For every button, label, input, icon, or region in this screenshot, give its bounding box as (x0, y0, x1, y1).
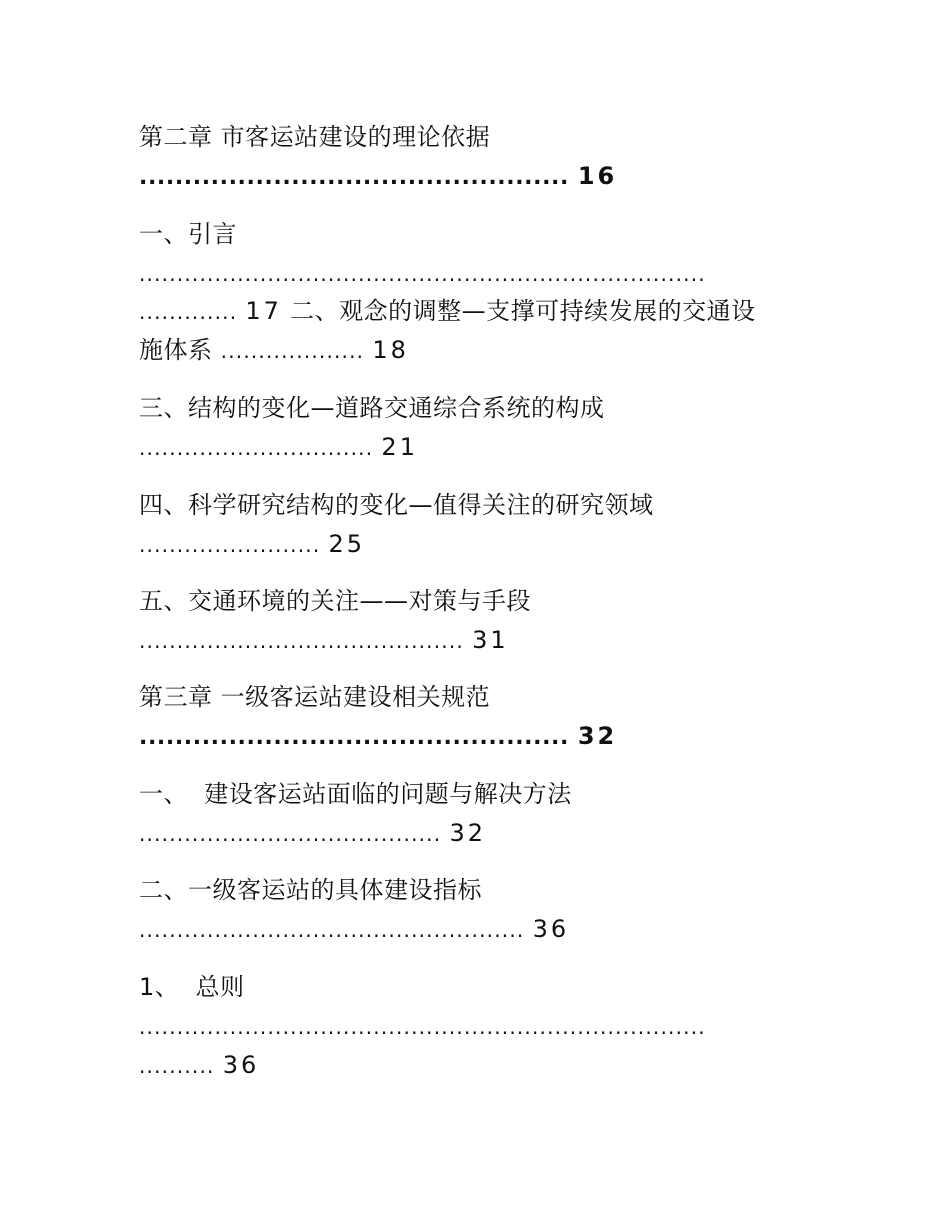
toc-section-3-title (139, 393, 809, 423)
toc-subsection-2-title (139, 875, 809, 905)
leader-dots: ........................................................................... (139, 262, 706, 286)
toc-entry-text: 一、引言 (139, 220, 237, 248)
toc-subsection-1-leader (139, 818, 809, 849)
toc-item-1-leader-tail (139, 1050, 809, 1081)
toc-section-2-leader (139, 335, 809, 366)
leader-dots: .......... (139, 1054, 215, 1078)
leader-dots: ............................... (139, 436, 374, 460)
page-number: 17 (245, 297, 282, 325)
leader-dots: ........................................ (139, 822, 442, 846)
toc-entry-text: 四、科学研究结构的变化—值得关注的研究领域 (139, 491, 654, 519)
page-number: 21 (381, 433, 418, 461)
toc-entry-text: 施体系 (139, 336, 213, 364)
toc-section-4-leader (139, 529, 809, 560)
toc-section-3-leader (139, 432, 809, 463)
leader-dots: ................................................ (139, 165, 569, 190)
toc-subsection-2-leader (139, 914, 809, 945)
toc-chapter-2-title (139, 122, 809, 152)
toc-section-4-title (139, 490, 809, 520)
page-number: 32 (577, 722, 618, 750)
toc-entry-text: 第三章 一级客运站建设相关规范 (139, 683, 491, 711)
leader-dots: ................................................... (139, 918, 525, 942)
toc-entry-text: 1、 总则 (139, 973, 245, 1001)
toc-section-1-leader (139, 258, 809, 289)
toc-chapter-3-title (139, 682, 809, 712)
page-number: 18 (372, 336, 409, 364)
toc-section-5-title (139, 586, 809, 616)
toc-item-1-title (139, 972, 809, 1002)
page-number: 32 (449, 819, 486, 847)
toc-entry-text: 二、一级客运站的具体建设指标 (139, 876, 482, 904)
leader-dots: ................................................ (139, 725, 569, 750)
leader-dots: ............. (139, 300, 238, 324)
page-number: 31 (472, 626, 509, 654)
toc-section-5-leader (139, 625, 809, 656)
leader-dots: ........................................................................... (139, 1015, 706, 1039)
leader-dots: ................... (220, 339, 365, 363)
page-number: 16 (577, 162, 618, 190)
toc-chapter-3-leader (139, 721, 809, 753)
toc-item-1-leader (139, 1011, 809, 1042)
page-number: 36 (222, 1051, 260, 1079)
toc-entry-text: 第二章 市客运站建设的理论依据 (139, 123, 491, 151)
page-number: 36 (532, 915, 570, 943)
leader-dots: ........................................... (139, 629, 464, 653)
toc-section-1-2-line (139, 296, 809, 327)
toc-entry-text: 二、观念的调整—支撑可持续发展的交通设 (290, 297, 756, 325)
toc-entry-text: 一、 建设客运站面临的问题与解决方法 (139, 780, 572, 808)
toc-entry-text: 五、交通环境的关注——对策与手段 (139, 587, 531, 615)
leader-dots: ........................ (139, 533, 321, 557)
toc-chapter-2-leader (139, 161, 809, 193)
page-number: 25 (328, 530, 366, 558)
toc-entry-text: 三、结构的变化—道路交通综合系统的构成 (139, 394, 605, 422)
toc-section-1-title (139, 219, 809, 249)
toc-subsection-1-title (139, 779, 809, 809)
